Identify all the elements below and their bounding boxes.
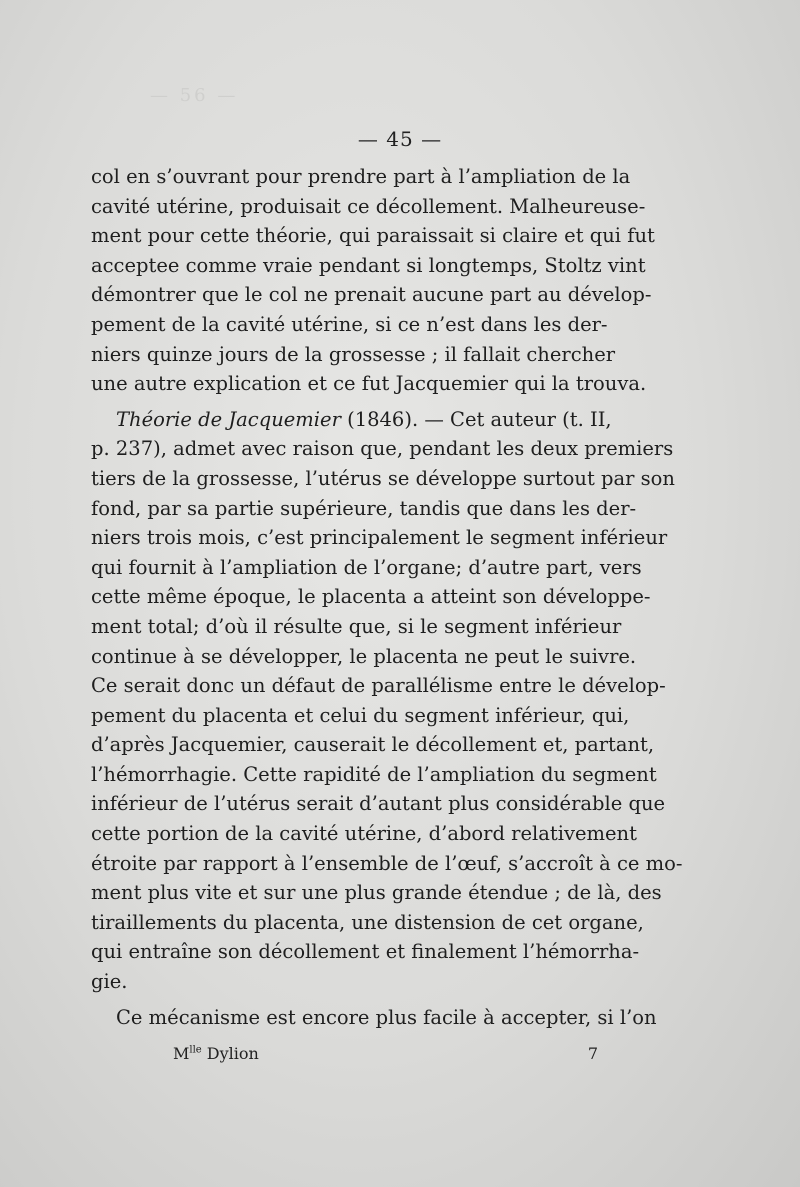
paragraph-2 xyxy=(91,405,683,997)
text-line: cette portion de la cavité utérine, d’abord relativement xyxy=(91,822,637,846)
text-line xyxy=(91,405,656,435)
text-line: cette même époque, le placenta a atteint son développe- xyxy=(91,585,651,609)
text-line: gie. xyxy=(91,970,128,994)
paragraph-1 xyxy=(91,162,656,399)
section-heading-line: Théorie de Jacquemier (1846). — Cet auteur (t. II, xyxy=(116,405,612,435)
text-line: d’après Jacquemier, causerait le décollement et, partant, xyxy=(91,733,655,757)
text-line: pement du placenta et celui du segment inférieur, qui, xyxy=(91,703,630,727)
footer-author: $M^{lle}$ Dylion xyxy=(173,1044,259,1063)
text-line: pement de la cavité utérine, si ce n’est dans les der- xyxy=(91,312,608,336)
bleed-through-text: — 56 — xyxy=(150,85,239,106)
text-line: fond, par sa partie supérieure, tandis que dans les der- xyxy=(91,496,637,520)
text-line: col en s’ouvrant pour prendre part à l’ampliation de la xyxy=(91,165,631,188)
text-line: cavité utérine, produisait ce décollement. Malheureuse- xyxy=(91,194,646,218)
text-line: continue à se développer, le placenta ne peut le suivre. xyxy=(91,644,637,668)
text-line: Ce serait donc un défaut de parallélisme entre le dévelop- xyxy=(91,674,666,698)
text-line: qui fournit à l’ampliation de l’organe; d’autre part, vers xyxy=(91,555,642,579)
text-line: niers quinze jours de la grossesse ; il fallait chercher xyxy=(91,342,616,366)
text-line: Ce mécanisme est encore plus facile à accepter, si l’on xyxy=(116,1005,657,1029)
paragraph-3 xyxy=(91,1003,656,1033)
text-line: inférieur de l’utérus serait d’autant plus considérable que xyxy=(91,792,666,816)
text-line: étroite par rapport à l’ensemble de l’œuf, s’accroît à ce mo- xyxy=(91,851,683,875)
text-line: qui entraîne son décollement et finalement l’hémorrha- xyxy=(91,940,640,964)
text-line: tiers de la grossesse, l’utérus se développe surtout par son xyxy=(91,466,675,490)
text-line: ment total; d’où il résulte que, si le segment inférieur xyxy=(91,614,622,638)
text-line: démontrer que le col ne prenait aucune part au dévelop- xyxy=(91,283,652,307)
page-footer xyxy=(173,1044,598,1063)
signature-mark: 7 xyxy=(587,1044,598,1063)
text-line: p. 237), admet avec raison que, pendant les deux premiers xyxy=(91,437,674,461)
text-line: niers trois mois, c’est principalement le segment inférieur xyxy=(91,526,668,550)
text-line: acceptee comme vraie pendant si longtemps, Stoltz vint xyxy=(91,253,646,277)
text-line: l’hémorrhagie. Cette rapidité de l’ampliation du segment xyxy=(91,762,657,786)
body-text xyxy=(91,162,683,1032)
text-line: une autre explication et ce fut Jacquemier qui la trouva. xyxy=(91,372,647,396)
page-number: — 45 — xyxy=(357,127,443,151)
text-line: ment plus vite et sur une plus grande étendue ; de là, des xyxy=(91,881,662,905)
text-line: ment pour cette théorie, qui paraissait si claire et qui fut xyxy=(91,224,655,248)
text-line: tiraillements du placenta, une distension de cet organe, xyxy=(91,910,644,934)
section-heading-italic: Théorie de Jacquemier xyxy=(116,407,341,431)
